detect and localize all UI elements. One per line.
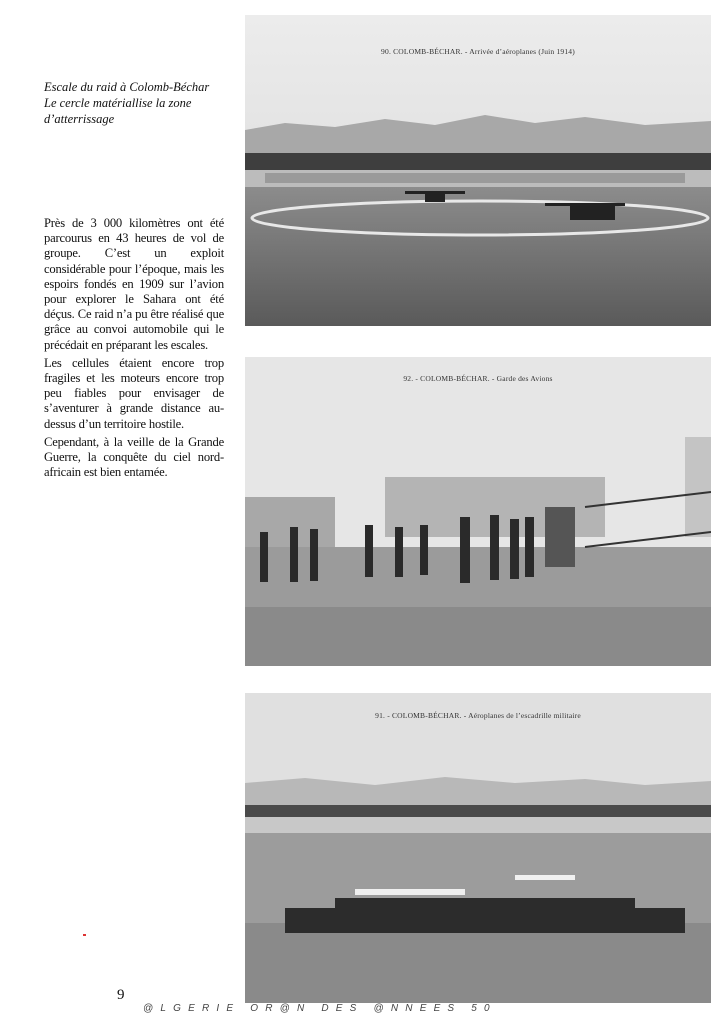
red-mark — [83, 934, 86, 936]
photo-1-image — [245, 15, 711, 326]
photo-3-image — [245, 693, 711, 1003]
photo-guard-aeroplanes — [245, 357, 711, 666]
photo-military-squadron — [245, 693, 711, 1003]
paragraph-3: Cependant, à la veille de la Grande Guerre, la conquête du ciel nord-africain est bien entamée. — [44, 434, 224, 480]
photo-caption-text — [44, 79, 224, 127]
caption-line-2: Le cercle matériallise la zone d’atterrissage — [44, 96, 192, 126]
photo-1-caption: 90. COLOMB-BÉCHAR. - Arrivée d’aéroplanes (Juin 1914) — [381, 47, 575, 56]
page-number: 9 — [117, 987, 125, 1003]
caption-line-1: Escale du raid à Colomb-Béchar — [44, 80, 210, 94]
paragraph-2: Les cellules étaient encore trop fragiles et les moteurs encore trop peu fiables pour envisager de s’aventurer à grande distance au-dessus d’un territoire hostile. — [44, 355, 224, 431]
photo-arrival-aeroplanes — [245, 15, 711, 326]
photo-2-image — [245, 357, 711, 666]
paragraph-1: Près de 3 000 kilomètres ont été parcourus en 43 heures de vol de groupe. C’est un exploit considérable pour l’époque, mais les espoirs fondés en 1909 sur l’avion pour explorer le Sahara ont été déçus. Ce raid n’a pu être réalisé que grâce au convoi automobile qui le précédait en préparant les escales. — [44, 216, 224, 352]
body-text — [44, 216, 224, 483]
photo-3-caption: 91. - COLOMB-BÉCHAR. - Aéroplanes de l’escadrille militaire — [375, 711, 581, 720]
photo-2-caption: 92. - COLOMB-BÉCHAR. - Garde des Avions — [403, 374, 553, 383]
footer-watermark: @LGERIE OR@N DES @NNEES 50 — [143, 1003, 497, 1014]
